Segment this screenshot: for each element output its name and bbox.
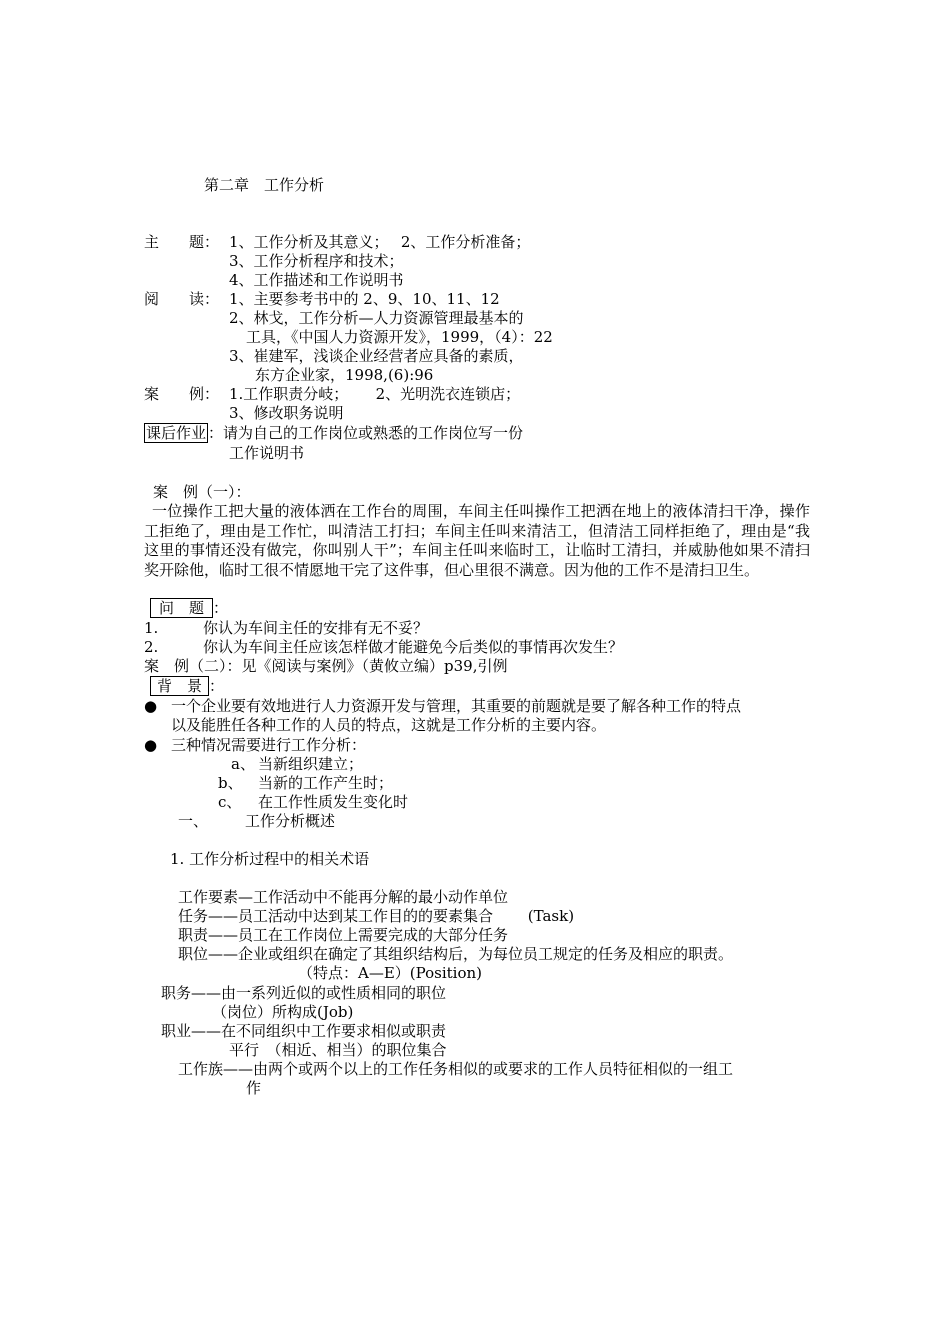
bullet-1-line-1: 一个企业要有效地进行人力资源开发与管理，其重要的前题就是要了解各种工作的特点: [171, 697, 742, 715]
cases-line-1: 1.工作职责分岐； 2、光明洗衣连锁店；: [229, 385, 521, 403]
background-colon: ：: [209, 677, 225, 695]
cases-line-2: 3、修改职务说明: [229, 404, 344, 422]
term-occupation-line-1: 职业——在不同组织中工作要求相似或职责: [161, 1022, 447, 1040]
reading-line-1: 1、主要参考书中的 2、9、10、11、12: [229, 290, 500, 308]
topics-line-2: 3、工作分析程序和技术；: [229, 252, 404, 270]
questions-label: 问 题: [150, 598, 213, 618]
chapter-title: 第二章 工作分析: [204, 176, 325, 194]
bullet-1-line-2: 以及能胜任各种工作的人员的特点，这就是工作分析的主要内容。: [171, 716, 607, 734]
topics-line-3: 4、工作描述和工作说明书: [229, 271, 404, 289]
term-job-line-2: （岗位）所构成(Job): [212, 1003, 354, 1021]
sub-item-b: 当新的工作产生时；: [258, 774, 394, 792]
sub-item-b-mark: b、: [218, 774, 243, 792]
question-1-number: 1.: [144, 619, 159, 637]
sub-item-a: 当新组织建立；: [258, 755, 364, 773]
term-family-line-2: 作: [246, 1079, 262, 1097]
case1-heading: 案 例（一）：: [153, 483, 251, 501]
homework-text-1: 请为自己的工作岗位或熟悉的工作岗位写一份: [223, 424, 524, 442]
cases-label: 案 例：: [144, 385, 220, 403]
reading-line-2: 2、林戈，工作分析—人力资源管理最基本的: [229, 309, 524, 327]
term-occupation-line-2: 平行 （相近、相当）的职位集合: [229, 1041, 447, 1059]
question-2: 你认为车间主任应该怎样做才能避免今后类似的事情再次发生？: [203, 638, 624, 656]
term-position-line-1: 职位——企业或组织在确定了其组织结构后，为每位员工规定的任务及相应的职责。: [178, 945, 734, 963]
reading-label: 阅 读：: [144, 290, 220, 308]
section-1-title: 工作分析概述: [245, 812, 336, 830]
reading-line-4: 3、崔建军，浅谈企业经营者应具备的素质，: [229, 347, 524, 365]
sub-item-a-mark: a、: [231, 755, 255, 773]
homework-line-2: 工作说明书: [229, 444, 305, 462]
case2-line: 案 例（二）：见《阅读与案例》（黄攸立编）p39,引例: [144, 657, 508, 675]
section-1-number: 一、: [178, 812, 209, 830]
topics-label: 主 题：: [144, 233, 220, 251]
term-element: 工作要素—工作活动中不能再分解的最小动作单位: [178, 888, 509, 906]
topics-line-1: 1、工作分析及其意义； 2、工作分析准备；: [229, 233, 531, 251]
bullet-2-line: 三种情况需要进行工作分析：: [171, 736, 367, 754]
term-family-line-1: 工作族——由两个或两个以上的工作任务相似的或要求的工作人员特征相似的一组工: [178, 1060, 734, 1078]
background-heading: [150, 677, 224, 696]
sub-item-c-mark: c、: [218, 793, 242, 811]
case1-body: 一位操作工把大量的液体洒在工作台的周围，车间主任叫操作工把洒在地上的液体清扫干净，操作工拒绝了，理由是工作忙，叫清洁工打扫；车间主任叫来清洁工，但清洁工同样拒绝了，理由是“我这里的事情还没有做完，你叫别人干”；车间主任叫来临时工，让临时工清扫，并威胁他如果不清扫奖开除他，临时工很不情愿地干完了这件事，但心里很不满意。因为他的工作不是清扫卫生。: [144, 502, 810, 579]
sub-item-c: 在工作性质发生变化时: [258, 793, 409, 811]
reading-line-5: 东方企业家，1998,(6):96: [255, 366, 434, 384]
homework-colon: ：: [208, 424, 224, 442]
question-1: 你认为车间主任的安排有无不妥？: [203, 619, 429, 637]
term-duty: 职责——员工在工作岗位上需要完成的大部分任务: [178, 926, 509, 944]
question-2-number: 2.: [144, 638, 159, 656]
homework-line: [144, 424, 523, 443]
reading-line-3: 工具，《中国人力资源开发》，1999，（4）：22: [246, 328, 553, 346]
bullet-1-icon: ●: [144, 697, 158, 715]
bullet-2-icon: ●: [144, 736, 158, 754]
subsection-1-title: 1. 工作分析过程中的相关术语: [170, 850, 370, 868]
questions-heading: [150, 599, 228, 618]
questions-colon: ：: [213, 599, 229, 617]
term-position-line-2: （特点：A—E）(Position): [298, 964, 483, 982]
term-job-line-1: 职务——由一系列近似的或性质相同的职位: [161, 984, 447, 1002]
background-label: 背 景: [150, 676, 209, 696]
homework-label: 课后作业: [146, 424, 207, 442]
term-task: 任务——员工活动中达到某工作目的的要素集合 (Task): [178, 907, 575, 925]
